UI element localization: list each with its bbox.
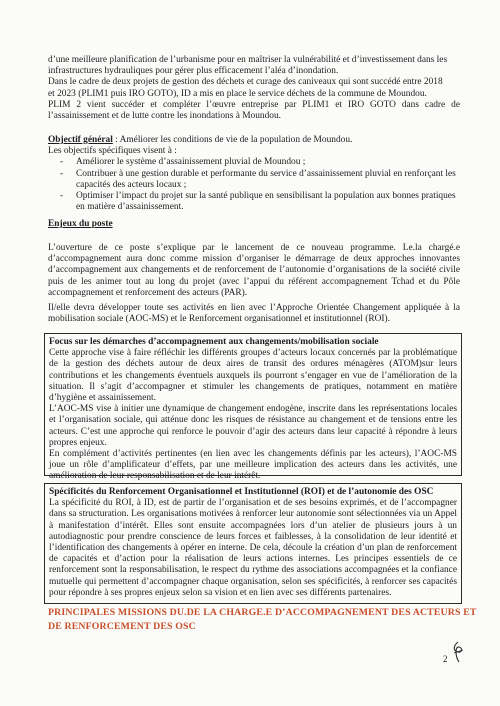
focus-box bbox=[44, 333, 462, 482]
intro-section bbox=[48, 55, 460, 122]
intro-p1-line1: d’une meilleure planification de l’urbanisme pour en maîtriser la vulnérabilité et d’investissement dans les bbox=[48, 55, 448, 65]
intro-p2-line1: Dans le cadre de deux projets de gestion des déchets et curage des caniveaux qui sont succédé entre 2018 bbox=[48, 77, 443, 88]
objectives-section bbox=[48, 135, 460, 213]
roi-box-title: Spécificités du Renforcement Organisationnel et Institutionnel (ROI) et de l’autonomie des OSC bbox=[49, 487, 434, 497]
roi-box-p1: La spécificité du ROI, à ID, est de partir de l’organisation et de ses besoins exprimés, et de l’accompagner dans sa structuration. Les organisations motivées à renforcer leur autonomie sont sélectionnées via un Appel à manifestation d’intérêt. Elles sont ensuite accompagnées lors d’un atelier de plusieurs jours à un autodiagnostic pour prendre conscience de leurs forces et faiblesses, à la consolidation de leur identité et l’identification des changements à opérer en interne. De cela, découle la création d’un plan de renforcement de capacités et d’action pour la réalisation de leurs actions internes. Les principes essentiels de ce renforcement sont la responsabilisation, le respect du rythme des associations accompagnées et la confiance mutuelle qui permettent d’accompagner chaque organisation, selon ses spécificités, à renforcer ses capacités pour répondre à ses propres enjeux selon sa vision et en lien avec ses différents partenaires. bbox=[49, 498, 457, 598]
intro-p2-line2: et 2023 (PLIM1 puis IRO GOTO), ID a mis en place le service déchets de la commune de Moundou. bbox=[48, 88, 427, 99]
enjeux-p1: L’ouverture de ce poste s’explique par le lancement de ce nouveau programme. Le.la chargé.e d’accompagnement aura donc comme mission d’organiser le démarrage de deux approches innovantes d’accompagnement aux changements et de renforcement de l’autonomie d’organisations de la société civile puis de les animer tout au long du projet (avec l’appui du référent accompagnement Tchad et du Pôle accompagnement et renforcement des acteurs (PAR). bbox=[48, 243, 460, 298]
enjeux-p2: Il/elle devra développer toute ses activités en lien avec l’Approche Orientée Changement appliquée à la mobilisation sociale (AOC-MS) et le Renforcement organisationnel et institutionnel (ROI). bbox=[48, 303, 460, 325]
missions-heading bbox=[48, 606, 477, 634]
focus-box-p1: Cette approche vise à faire réfléchir les différents groupes d’acteurs locaux concernés par la problématique de la gestion des déchets autour de deux aires de transit des ordures ménagères (ATOM)sur leurs contributions et les changements éventuels auxquels ils pourront s’engager en vue de l’amélioration de la situation. Il s’agit d’accompagner et stimuler les changements de pratiques, notamment en matière d’hygiène et assainissement. bbox=[49, 348, 457, 404]
missions-heading-line2: DE RENFORCEMENT DES OSC bbox=[48, 621, 196, 632]
focus-box-p3: En complément d’activités pertinentes (en lien avec les changements définis par les acteurs), l’AOC-MS joue un rôle d’amplificateur d’effets, par une meilleure implication des acteurs dans les activités, une amélioration de leur responsabilisation et de leur intérêt. bbox=[49, 449, 457, 482]
focus-box-title: Focus sur les démarches d’accompagnement aux changements/mobilisation sociale bbox=[49, 337, 379, 347]
focus-box-p2: L’AOC-MS vise à initier une dynamique de changement endogène, inscrite dans les représentations locales et l’organisation sociale, qui atténue donc les risques de résistance au changement et de tensions entre les acteurs. C’est une approche qui renforce le pouvoir d’agir des acteurs dans leur capacité à répondre à leurs propres enjeux. bbox=[49, 404, 457, 448]
roi-box bbox=[44, 483, 462, 604]
objective-general-text: : Améliorer les conditions de vie de la population de Moundou. bbox=[112, 135, 353, 145]
objective-general bbox=[48, 135, 460, 146]
intro-p3: PLIM 2 vient succéder et compléter l’œuvre entreprise par PLIM1 et IRO GOTO dans cadre de l’assainissement et de lutte contre les inondations à Moundou. bbox=[48, 99, 460, 122]
enjeux-title: Enjeux du poste bbox=[48, 219, 113, 229]
intro-p1-line2: infrastructures hydrauliques pour gérer plus efficacement l’aléa d’inondation. bbox=[48, 66, 339, 77]
page-number: 2 bbox=[443, 654, 448, 664]
objectives-list bbox=[48, 157, 460, 213]
objective-general-label: Objectif général bbox=[48, 135, 113, 145]
list-item: - Optimiser l’impact du projet sur la santé publique en sensibilisant la population aux bonnes pratiques en matière d’assainissement. bbox=[48, 191, 460, 213]
initials-signature bbox=[450, 640, 466, 664]
list-item: - Améliorer le système d’assainissement pluvial de Moundou ; bbox=[48, 157, 460, 168]
objectives-specific-intro: Les objectifs spécifiques visent à : bbox=[48, 146, 177, 157]
missions-heading-line1: PRINCIPALES MISSIONS DU.DE LA CHARGE.E D’ACCOMPAGNEMENT DES ACTEURS ET bbox=[48, 607, 477, 618]
list-item: - Contribuer à une gestion durable et performante du service d’assainissement pluvial en renforçant les capacités des acteurs locaux ; bbox=[48, 169, 460, 191]
